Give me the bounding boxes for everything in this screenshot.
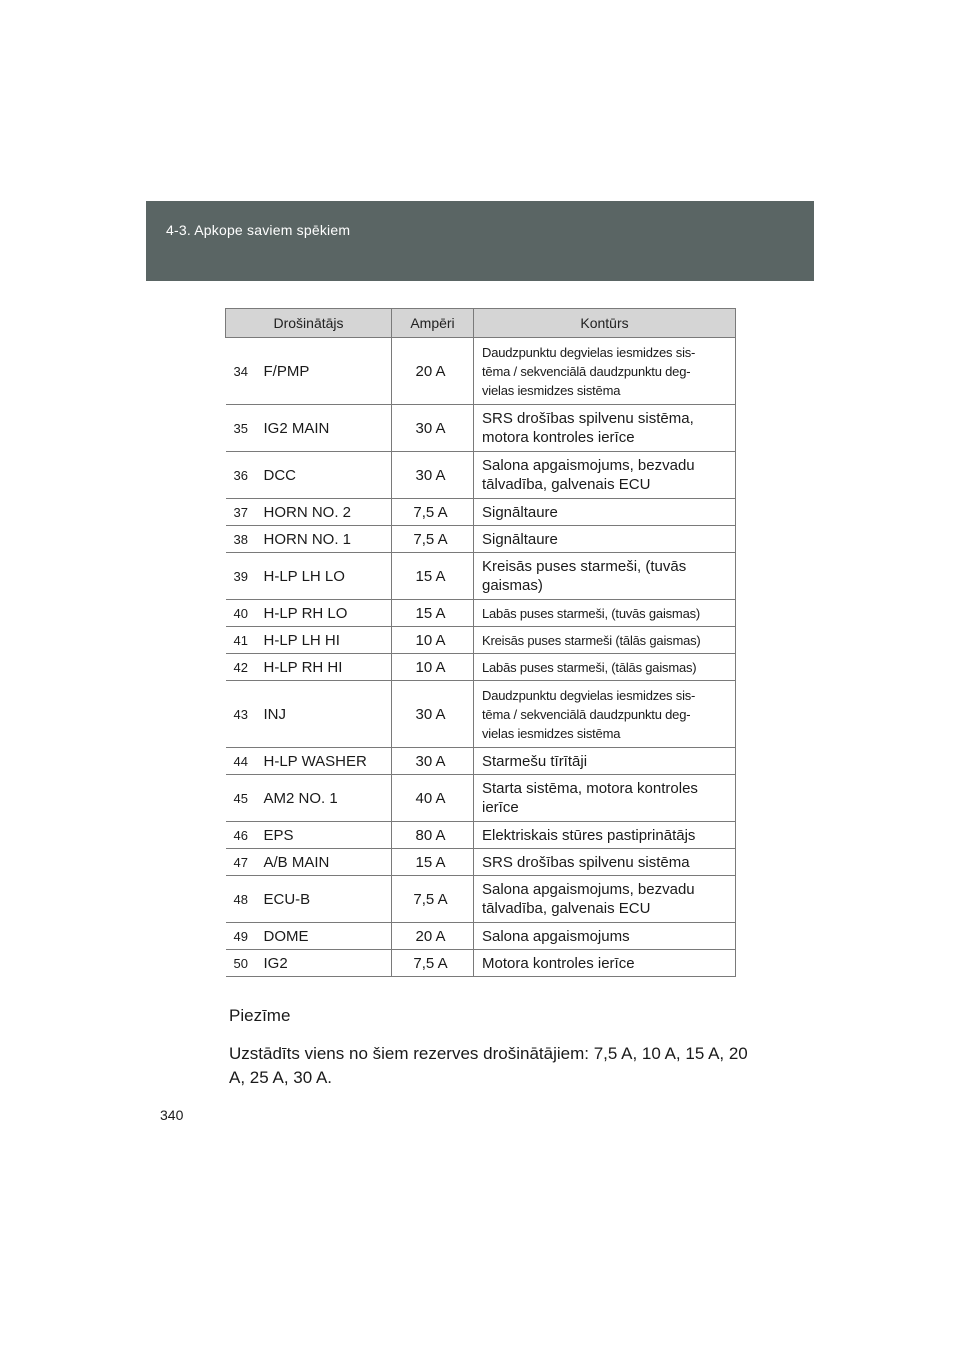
- fuse-amperes: 20 A: [392, 338, 474, 405]
- table-row: [226, 627, 736, 654]
- fuse-number: 37: [226, 499, 260, 526]
- fuse-number: 38: [226, 526, 260, 553]
- fuse-amperes: 10 A: [392, 627, 474, 654]
- fuse-name: DCC: [260, 452, 392, 499]
- fuse-name: H-LP LH LO: [260, 553, 392, 600]
- fuse-name: DOME: [260, 923, 392, 950]
- fuse-name: H-LP RH HI: [260, 654, 392, 681]
- fuse-amperes: 7,5 A: [392, 950, 474, 977]
- table-row: [226, 950, 736, 977]
- fuse-name: H-LP LH HI: [260, 627, 392, 654]
- fuse-number: 50: [226, 950, 260, 977]
- fuse-amperes: 15 A: [392, 600, 474, 627]
- fuse-circuit: Starta sistēma, motora kontroles ierīce: [474, 775, 736, 822]
- fuse-amperes: 30 A: [392, 452, 474, 499]
- fuse-amperes: 30 A: [392, 748, 474, 775]
- fuse-name: IG2 MAIN: [260, 405, 392, 452]
- fuse-number: 39: [226, 553, 260, 600]
- fuse-number: 46: [226, 822, 260, 849]
- fuse-number: 43: [226, 681, 260, 748]
- fuse-circuit: Signāltaure: [474, 499, 736, 526]
- fuse-amperes: 7,5 A: [392, 499, 474, 526]
- fuse-circuit: SRS drošības spilvenu sistēma: [474, 849, 736, 876]
- table-header-row: [226, 309, 736, 338]
- fuse-amperes: 10 A: [392, 654, 474, 681]
- table-row: [226, 452, 736, 499]
- section-header-band: [146, 201, 814, 281]
- table-row: [226, 849, 736, 876]
- fuse-number: 44: [226, 748, 260, 775]
- fuse-name: HORN NO. 2: [260, 499, 392, 526]
- table-row: [226, 600, 736, 627]
- table-row: [226, 876, 736, 923]
- fuse-circuit: Daudzpunktu degvielas iesmidzes sis- tēma / sekvenciālā daudzpunktu deg- vielas iesmidzes sistēma: [474, 681, 736, 748]
- fuse-table-body: [226, 338, 736, 977]
- header-circuit: Kontūrs: [474, 309, 736, 338]
- header-fuse: Drošinātājs: [226, 309, 392, 338]
- fuse-amperes: 7,5 A: [392, 876, 474, 923]
- table-row: [226, 923, 736, 950]
- fuse-amperes: 30 A: [392, 681, 474, 748]
- fuse-circuit: Salona apgaismojums, bezvadu tālvadība, galvenais ECU: [474, 876, 736, 923]
- fuse-number: 45: [226, 775, 260, 822]
- fuse-name: H-LP RH LO: [260, 600, 392, 627]
- table-row: [226, 748, 736, 775]
- table-row: [226, 822, 736, 849]
- table-row: [226, 338, 736, 405]
- fuse-circuit: Daudzpunktu degvielas iesmidzes sis- tēma / sekvenciālā daudzpunktu deg- vielas iesmidzes sistēma: [474, 338, 736, 405]
- fuse-circuit: Motora kontroles ierīce: [474, 950, 736, 977]
- fuse-name: EPS: [260, 822, 392, 849]
- fuse-number: 48: [226, 876, 260, 923]
- fuse-amperes: 80 A: [392, 822, 474, 849]
- fuse-circuit: Labās puses starmeši, (tuvās gaismas): [474, 600, 736, 627]
- fuse-amperes: 20 A: [392, 923, 474, 950]
- fuse-number: 35: [226, 405, 260, 452]
- fuse-circuit: Starmešu tīrītāji: [474, 748, 736, 775]
- table-row: [226, 775, 736, 822]
- fuse-number: 40: [226, 600, 260, 627]
- fuse-amperes: 30 A: [392, 405, 474, 452]
- fuse-name: AM2 NO. 1: [260, 775, 392, 822]
- fuse-amperes: 15 A: [392, 553, 474, 600]
- fuse-circuit: Salona apgaismojums: [474, 923, 736, 950]
- fuse-circuit: Kreisās puses starmeši, (tuvās gaismas): [474, 553, 736, 600]
- table-row: [226, 553, 736, 600]
- table-row: [226, 405, 736, 452]
- table-row: [226, 681, 736, 748]
- table-row: [226, 526, 736, 553]
- fuse-name: ECU-B: [260, 876, 392, 923]
- fuse-circuit: SRS drošības spilvenu sistēma, motora kontroles ierīce: [474, 405, 736, 452]
- note-text: Uzstādīts viens no šiem rezerves drošinātājiem: 7,5 A, 10 A, 15 A, 20 A, 25 A, 30 A.: [229, 1044, 748, 1087]
- page-number: 340: [160, 1107, 184, 1123]
- fuse-name: HORN NO. 1: [260, 526, 392, 553]
- header-amperes: Ampēri: [392, 309, 474, 338]
- table-row: [226, 654, 736, 681]
- fuse-number: 47: [226, 849, 260, 876]
- fuse-name: H-LP WASHER: [260, 748, 392, 775]
- table-row: [226, 499, 736, 526]
- fuse-circuit: Signāltaure: [474, 526, 736, 553]
- fuse-number: 36: [226, 452, 260, 499]
- note-title: Piezīme: [229, 1006, 291, 1025]
- fuse-amperes: 40 A: [392, 775, 474, 822]
- section-title: 4-3. Apkope saviem spēkiem: [166, 222, 351, 238]
- fuse-amperes: 15 A: [392, 849, 474, 876]
- fuse-number: 49: [226, 923, 260, 950]
- fuse-name: F/PMP: [260, 338, 392, 405]
- fuse-circuit: Salona apgaismojums, bezvadu tālvadība, galvenais ECU: [474, 452, 736, 499]
- fuse-name: INJ: [260, 681, 392, 748]
- fuse-number: 42: [226, 654, 260, 681]
- fuse-table: [225, 308, 736, 977]
- fuse-circuit: Kreisās puses starmeši (tālās gaismas): [474, 627, 736, 654]
- fuse-number: 34: [226, 338, 260, 405]
- fuse-number: 41: [226, 627, 260, 654]
- fuse-circuit: Elektriskais stūres pastiprinātājs: [474, 822, 736, 849]
- fuse-name: IG2: [260, 950, 392, 977]
- fuse-name: A/B MAIN: [260, 849, 392, 876]
- fuse-circuit: Labās puses starmeši, (tālās gaismas): [474, 654, 736, 681]
- fuse-amperes: 7,5 A: [392, 526, 474, 553]
